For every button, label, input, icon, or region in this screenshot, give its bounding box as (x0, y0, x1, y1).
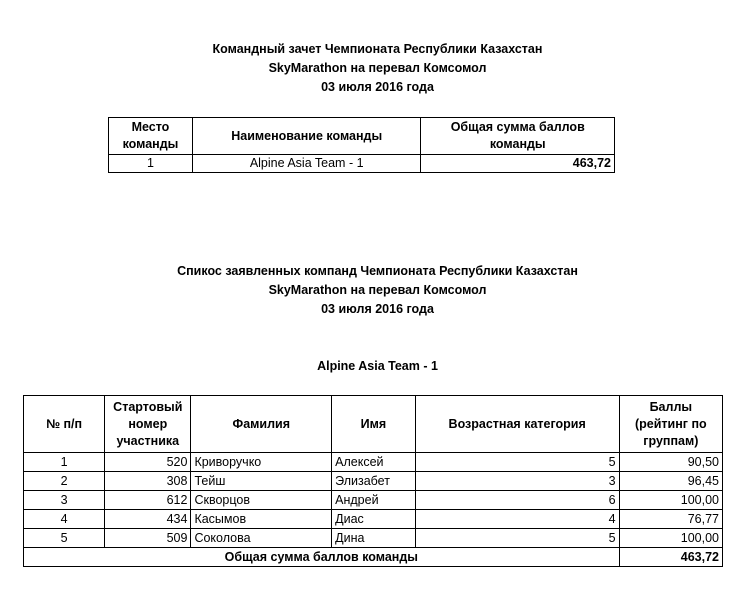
cell-category: 6 (415, 491, 619, 510)
cell-bib: 308 (105, 472, 191, 491)
footer-total-label: Общая сумма баллов команды (24, 548, 620, 567)
roster-title (0, 262, 755, 319)
col-header-category: Возрастная категория (415, 396, 619, 453)
cell-number: 5 (24, 529, 105, 548)
results-title-line1: Командный зачет Чемпионата Республики Казахстан (212, 42, 543, 56)
cell-bib: 509 (105, 529, 191, 548)
cell-number: 3 (24, 491, 105, 510)
footer-total-value: 463,72 (619, 548, 722, 567)
table-row (24, 453, 723, 472)
cell-category: 4 (415, 510, 619, 529)
col-header-bib: Стартовый номер участника (105, 396, 191, 453)
cell-category: 3 (415, 472, 619, 491)
col-header-total: Общая сумма баллов команды (421, 118, 615, 155)
cell-points: 100,00 (619, 491, 722, 510)
cell-name: Элизабет (332, 472, 416, 491)
cell-surname: Касымов (191, 510, 332, 529)
results-title (0, 40, 755, 97)
col-header-name: Имя (332, 396, 416, 453)
cell-points: 96,45 (619, 472, 722, 491)
results-title-line2: SkyMarathon на перевал Комсомол (268, 61, 487, 75)
cell-points: 76,77 (619, 510, 722, 529)
cell-surname: Криворучко (191, 453, 332, 472)
cell-points: 100,00 (619, 529, 722, 548)
roster-title-line3: 03 июля 2016 года (321, 302, 434, 316)
cell-bib: 612 (105, 491, 191, 510)
cell-surname: Тейш (191, 472, 332, 491)
table-row (24, 529, 723, 548)
table-row (24, 491, 723, 510)
cell-category: 5 (415, 529, 619, 548)
team-members-table (23, 395, 723, 567)
table-header-row (109, 118, 615, 155)
table-row (24, 472, 723, 491)
cell-number: 4 (24, 510, 105, 529)
cell-place: 1 (109, 155, 193, 173)
team-name-heading: Alpine Asia Team - 1 (317, 359, 438, 373)
col-header-place: Место команды (109, 118, 193, 155)
cell-total: 463,72 (421, 155, 615, 173)
cell-bib: 434 (105, 510, 191, 529)
cell-category: 5 (415, 453, 619, 472)
col-header-number: № п/п (24, 396, 105, 453)
cell-bib: 520 (105, 453, 191, 472)
cell-points: 90,50 (619, 453, 722, 472)
table-footer-row (24, 548, 723, 567)
table-header-row (24, 396, 723, 453)
roster-title-line2: SkyMarathon на перевал Комсомол (268, 283, 487, 297)
results-title-line3: 03 июля 2016 года (321, 80, 434, 94)
table-row (24, 510, 723, 529)
col-header-team-name: Наименование команды (192, 118, 421, 155)
cell-name: Андрей (332, 491, 416, 510)
cell-name: Диас (332, 510, 416, 529)
col-header-points: Баллы (рейтинг по группам) (619, 396, 722, 453)
cell-surname: Соколова (191, 529, 332, 548)
cell-team-name: Alpine Asia Team - 1 (192, 155, 421, 173)
cell-surname: Скворцов (191, 491, 332, 510)
roster-title-line1: Спикос заявленных компанд Чемпионата Республики Казахстан (177, 264, 578, 278)
cell-name: Дина (332, 529, 416, 548)
cell-name: Алексей (332, 453, 416, 472)
col-header-surname: Фамилия (191, 396, 332, 453)
table-row (109, 155, 615, 173)
cell-number: 2 (24, 472, 105, 491)
cell-number: 1 (24, 453, 105, 472)
team-standings-table (108, 117, 615, 173)
